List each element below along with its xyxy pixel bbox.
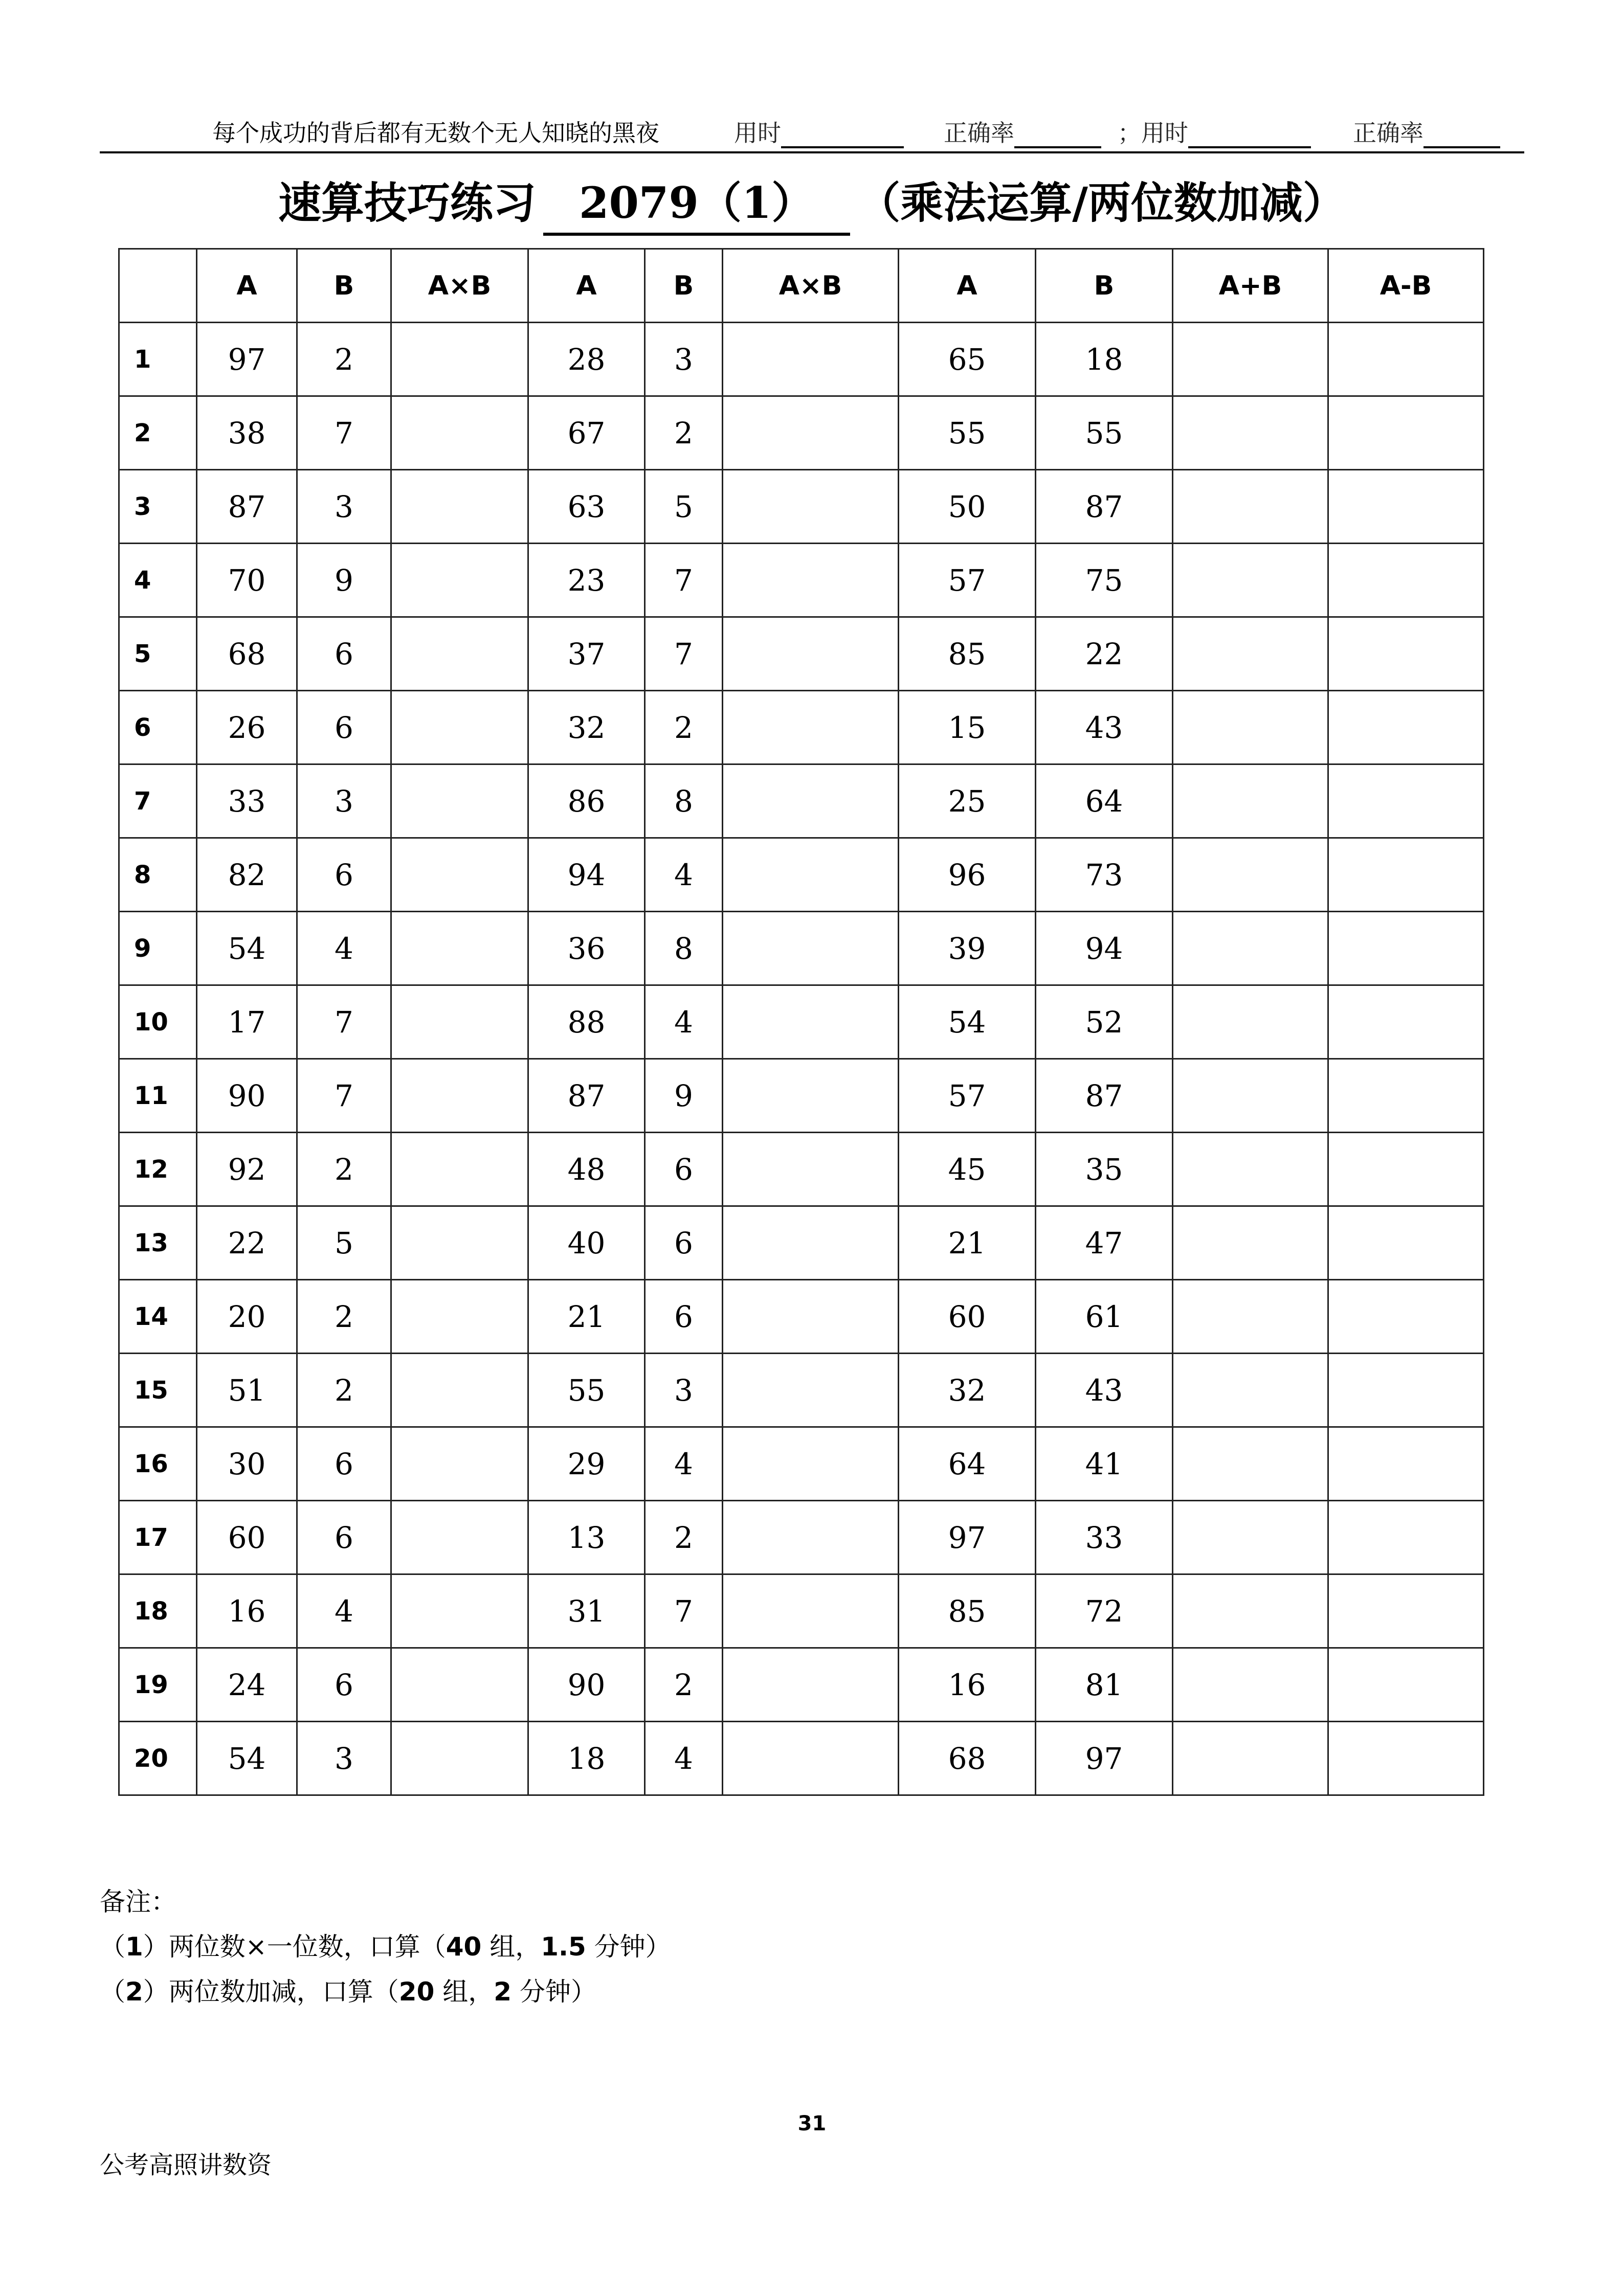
accuracy-blank-2[interactable] xyxy=(1423,124,1500,148)
answer-sum-cell[interactable] xyxy=(1173,1427,1328,1501)
value-b: 2 xyxy=(645,396,723,470)
header-cell: A×B xyxy=(723,249,899,323)
note-number: 1.5 xyxy=(541,1932,586,1962)
value-b: 47 xyxy=(1036,1206,1173,1280)
answer-product-cell[interactable] xyxy=(391,985,528,1059)
value-a: 13 xyxy=(528,1501,645,1574)
time-field-2 xyxy=(1118,115,1311,148)
table-row xyxy=(119,1133,1484,1206)
value-a: 54 xyxy=(197,1722,297,1795)
answer-sum-cell[interactable] xyxy=(1173,838,1328,912)
answer-product-cell[interactable] xyxy=(723,1574,899,1648)
value-b: 9 xyxy=(645,1059,723,1133)
header-cell xyxy=(119,249,197,323)
answer-difference-cell[interactable] xyxy=(1328,1501,1484,1574)
answer-sum-cell[interactable] xyxy=(1173,1059,1328,1133)
value-a: 96 xyxy=(899,838,1036,912)
time-label-2: 用时 xyxy=(1141,119,1188,147)
value-b: 4 xyxy=(297,1574,391,1648)
row-number: 11 xyxy=(119,1059,197,1133)
answer-product-cell[interactable] xyxy=(723,985,899,1059)
row-number: 16 xyxy=(119,1427,197,1501)
answer-product-cell[interactable] xyxy=(723,1133,899,1206)
value-a: 36 xyxy=(528,912,645,985)
answer-sum-cell[interactable] xyxy=(1173,470,1328,544)
value-b: 43 xyxy=(1036,691,1173,764)
value-b: 41 xyxy=(1036,1427,1173,1501)
answer-product-cell[interactable] xyxy=(391,1280,528,1354)
table-row xyxy=(119,764,1484,838)
note-line-1 xyxy=(100,1924,671,1969)
answer-sum-cell[interactable] xyxy=(1173,1574,1328,1648)
answer-product-cell[interactable] xyxy=(391,1722,528,1795)
value-b: 6 xyxy=(297,838,391,912)
answer-difference-cell[interactable] xyxy=(1328,764,1484,838)
value-a: 23 xyxy=(528,544,645,617)
answer-product-cell[interactable] xyxy=(723,470,899,544)
answer-product-cell[interactable] xyxy=(391,1059,528,1133)
value-b: 87 xyxy=(1036,1059,1173,1133)
value-b: 3 xyxy=(297,1722,391,1795)
answer-product-cell[interactable] xyxy=(723,691,899,764)
value-b: 7 xyxy=(645,617,723,691)
value-a: 54 xyxy=(899,985,1036,1059)
answer-sum-cell[interactable] xyxy=(1173,1354,1328,1427)
value-b: 8 xyxy=(645,912,723,985)
answer-difference-cell[interactable] xyxy=(1328,544,1484,617)
answer-sum-cell[interactable] xyxy=(1173,323,1328,396)
answer-difference-cell[interactable] xyxy=(1328,1059,1484,1133)
answer-difference-cell[interactable] xyxy=(1328,691,1484,764)
value-b: 2 xyxy=(297,1354,391,1427)
answer-sum-cell[interactable] xyxy=(1173,1501,1328,1574)
value-b: 2 xyxy=(297,1280,391,1354)
answer-difference-cell[interactable] xyxy=(1328,1206,1484,1280)
answer-sum-cell[interactable] xyxy=(1173,396,1328,470)
note-number: 1 xyxy=(125,1932,143,1962)
table-row xyxy=(119,838,1484,912)
value-a: 21 xyxy=(899,1206,1036,1280)
value-a: 90 xyxy=(528,1648,645,1722)
row-number: 7 xyxy=(119,764,197,838)
answer-product-cell[interactable] xyxy=(391,1206,528,1280)
answer-product-cell[interactable] xyxy=(723,838,899,912)
title-suffix: （乘法运算/两位数加减） xyxy=(857,178,1346,228)
answer-product-cell[interactable] xyxy=(723,1059,899,1133)
table-row xyxy=(119,1280,1484,1354)
value-b: 3 xyxy=(297,764,391,838)
value-a: 65 xyxy=(899,323,1036,396)
value-a: 64 xyxy=(899,1427,1036,1501)
notes-heading: 备注： xyxy=(100,1887,176,1917)
note-line-2 xyxy=(100,1969,671,2014)
answer-product-cell[interactable] xyxy=(391,544,528,617)
row-number: 8 xyxy=(119,838,197,912)
value-a: 33 xyxy=(197,764,297,838)
table-row xyxy=(119,1059,1484,1133)
answer-difference-cell[interactable] xyxy=(1328,838,1484,912)
row-number: 17 xyxy=(119,1501,197,1574)
answer-sum-cell[interactable] xyxy=(1173,617,1328,691)
answer-product-cell[interactable] xyxy=(723,617,899,691)
value-a: 37 xyxy=(528,617,645,691)
value-b: 2 xyxy=(297,1133,391,1206)
answer-product-cell[interactable] xyxy=(723,1722,899,1795)
row-number: 3 xyxy=(119,470,197,544)
value-b: 64 xyxy=(1036,764,1173,838)
value-b: 18 xyxy=(1036,323,1173,396)
row-number: 5 xyxy=(119,617,197,691)
table-row xyxy=(119,1354,1484,1427)
note-number: 2 xyxy=(125,1977,143,2007)
value-b: 7 xyxy=(645,544,723,617)
value-b: 4 xyxy=(645,838,723,912)
value-b: 7 xyxy=(297,985,391,1059)
table-row xyxy=(119,544,1484,617)
header-row xyxy=(119,249,1484,323)
value-a: 51 xyxy=(197,1354,297,1427)
table-row xyxy=(119,1574,1484,1648)
value-b: 9 xyxy=(297,544,391,617)
value-b: 5 xyxy=(645,470,723,544)
value-a: 94 xyxy=(528,838,645,912)
header-cell: A xyxy=(899,249,1036,323)
value-a: 21 xyxy=(528,1280,645,1354)
table-row xyxy=(119,1722,1484,1795)
value-b: 4 xyxy=(645,1722,723,1795)
value-a: 87 xyxy=(528,1059,645,1133)
answer-difference-cell[interactable] xyxy=(1328,1280,1484,1354)
page-header xyxy=(100,111,1524,153)
answer-product-cell[interactable] xyxy=(391,1648,528,1722)
answer-difference-cell[interactable] xyxy=(1328,1574,1484,1648)
row-number: 14 xyxy=(119,1280,197,1354)
value-a: 54 xyxy=(197,912,297,985)
answer-sum-cell[interactable] xyxy=(1173,1648,1328,1722)
answer-sum-cell[interactable] xyxy=(1173,1280,1328,1354)
row-number: 12 xyxy=(119,1133,197,1206)
value-a: 22 xyxy=(197,1206,297,1280)
note-text: 分钟） xyxy=(511,1977,596,2007)
value-a: 67 xyxy=(528,396,645,470)
accuracy-blank-1[interactable] xyxy=(1014,124,1101,148)
note-text: 组， xyxy=(481,1932,541,1962)
value-a: 82 xyxy=(197,838,297,912)
table-row xyxy=(119,396,1484,470)
value-b: 2 xyxy=(645,1501,723,1574)
row-number: 18 xyxy=(119,1574,197,1648)
note-text: （ xyxy=(100,1977,125,2007)
time-blank-1[interactable] xyxy=(781,124,904,148)
row-number: 20 xyxy=(119,1722,197,1795)
table-row xyxy=(119,1206,1484,1280)
value-b: 6 xyxy=(297,691,391,764)
table-row xyxy=(119,1648,1484,1722)
value-a: 26 xyxy=(197,691,297,764)
time-blank-2[interactable] xyxy=(1188,124,1311,148)
row-number: 9 xyxy=(119,912,197,985)
answer-difference-cell[interactable] xyxy=(1328,1648,1484,1722)
table-row xyxy=(119,1501,1484,1574)
header-cell: A×B xyxy=(391,249,528,323)
answer-sum-cell[interactable] xyxy=(1173,1722,1328,1795)
value-a: 16 xyxy=(899,1648,1036,1722)
value-a: 68 xyxy=(899,1722,1036,1795)
answer-product-cell[interactable] xyxy=(391,323,528,396)
value-a: 32 xyxy=(899,1354,1036,1427)
answer-difference-cell[interactable] xyxy=(1328,617,1484,691)
value-a: 48 xyxy=(528,1133,645,1206)
time-label-1: 用时 xyxy=(734,119,781,147)
value-a: 40 xyxy=(528,1206,645,1280)
value-a: 32 xyxy=(528,691,645,764)
note-text: （ xyxy=(100,1932,125,1962)
answer-product-cell[interactable] xyxy=(391,838,528,912)
value-b: 6 xyxy=(645,1133,723,1206)
value-b: 73 xyxy=(1036,838,1173,912)
value-b: 87 xyxy=(1036,470,1173,544)
answer-product-cell[interactable] xyxy=(723,323,899,396)
value-a: 39 xyxy=(899,912,1036,985)
row-number: 19 xyxy=(119,1648,197,1722)
value-b: 3 xyxy=(645,323,723,396)
answer-product-cell[interactable] xyxy=(723,1427,899,1501)
header-cell: B xyxy=(1036,249,1173,323)
answer-product-cell[interactable] xyxy=(723,1354,899,1427)
value-b: 8 xyxy=(645,764,723,838)
value-a: 31 xyxy=(528,1574,645,1648)
table-row xyxy=(119,1427,1484,1501)
value-b: 22 xyxy=(1036,617,1173,691)
table-row xyxy=(119,912,1484,985)
answer-product-cell[interactable] xyxy=(723,1501,899,1574)
value-a: 63 xyxy=(528,470,645,544)
header-cell: A xyxy=(528,249,645,323)
answer-sum-cell[interactable] xyxy=(1173,1133,1328,1206)
header-motto: 每个成功的背后都有无数个无人知晓的黑夜 xyxy=(212,119,659,147)
value-b: 55 xyxy=(1036,396,1173,470)
value-a: 60 xyxy=(197,1501,297,1574)
value-b: 4 xyxy=(645,1427,723,1501)
row-number: 10 xyxy=(119,985,197,1059)
table-row xyxy=(119,985,1484,1059)
value-b: 4 xyxy=(297,912,391,985)
answer-product-cell[interactable] xyxy=(391,617,528,691)
row-number: 4 xyxy=(119,544,197,617)
answer-product-cell[interactable] xyxy=(723,396,899,470)
answer-product-cell[interactable] xyxy=(723,1280,899,1354)
accuracy-field-2 xyxy=(1353,115,1500,148)
table-row xyxy=(119,691,1484,764)
value-b: 6 xyxy=(645,1206,723,1280)
value-b: 97 xyxy=(1036,1722,1173,1795)
title-prefix: 速算技巧练习 xyxy=(278,178,537,228)
answer-product-cell[interactable] xyxy=(391,691,528,764)
answer-product-cell[interactable] xyxy=(391,1574,528,1648)
note-number: 2 xyxy=(494,1977,512,2007)
value-a: 20 xyxy=(197,1280,297,1354)
answer-sum-cell[interactable] xyxy=(1173,985,1328,1059)
answer-difference-cell[interactable] xyxy=(1328,985,1484,1059)
value-b: 35 xyxy=(1036,1133,1173,1206)
value-a: 17 xyxy=(197,985,297,1059)
title-code: 2079（1） xyxy=(543,169,850,236)
row-number: 6 xyxy=(119,691,197,764)
header-cell: A+B xyxy=(1173,249,1328,323)
value-b: 7 xyxy=(297,396,391,470)
value-b: 6 xyxy=(297,1648,391,1722)
value-b: 81 xyxy=(1036,1648,1173,1722)
answer-product-cell[interactable] xyxy=(391,1501,528,1574)
value-b: 2 xyxy=(297,323,391,396)
answer-sum-cell[interactable] xyxy=(1173,764,1328,838)
header-cell: B xyxy=(645,249,723,323)
time-field-1 xyxy=(734,115,904,148)
row-number: 15 xyxy=(119,1354,197,1427)
separator: ； xyxy=(1118,119,1141,147)
header-cell: B xyxy=(297,249,391,323)
answer-difference-cell[interactable] xyxy=(1328,912,1484,985)
answer-difference-cell[interactable] xyxy=(1328,1722,1484,1795)
answer-product-cell[interactable] xyxy=(723,912,899,985)
value-b: 7 xyxy=(297,1059,391,1133)
value-a: 85 xyxy=(899,617,1036,691)
row-number: 1 xyxy=(119,323,197,396)
value-b: 75 xyxy=(1036,544,1173,617)
value-a: 24 xyxy=(197,1648,297,1722)
value-a: 85 xyxy=(899,1574,1036,1648)
page-title xyxy=(0,169,1624,236)
value-b: 33 xyxy=(1036,1501,1173,1574)
header-cell: A-B xyxy=(1328,249,1484,323)
value-b: 6 xyxy=(297,1427,391,1501)
notes xyxy=(100,1879,671,2014)
answer-difference-cell[interactable] xyxy=(1328,470,1484,544)
value-a: 68 xyxy=(197,617,297,691)
note-text: ）两位数加减，口算（ xyxy=(143,1977,399,2007)
value-a: 60 xyxy=(899,1280,1036,1354)
value-a: 55 xyxy=(528,1354,645,1427)
value-a: 87 xyxy=(197,470,297,544)
answer-difference-cell[interactable] xyxy=(1328,396,1484,470)
note-text: 组， xyxy=(434,1977,494,2007)
value-a: 30 xyxy=(197,1427,297,1501)
value-a: 97 xyxy=(197,323,297,396)
value-a: 55 xyxy=(899,396,1036,470)
answer-product-cell[interactable] xyxy=(391,396,528,470)
value-b: 3 xyxy=(645,1354,723,1427)
value-a: 88 xyxy=(528,985,645,1059)
note-number: 20 xyxy=(398,1977,435,2007)
value-b: 61 xyxy=(1036,1280,1173,1354)
value-a: 45 xyxy=(899,1133,1036,1206)
table-row xyxy=(119,617,1484,691)
value-a: 50 xyxy=(899,470,1036,544)
answer-product-cell[interactable] xyxy=(391,764,528,838)
answer-difference-cell[interactable] xyxy=(1328,323,1484,396)
accuracy-label-1: 正确率 xyxy=(944,119,1014,147)
value-a: 28 xyxy=(528,323,645,396)
value-b: 2 xyxy=(645,691,723,764)
value-a: 70 xyxy=(197,544,297,617)
value-a: 29 xyxy=(528,1427,645,1501)
value-a: 86 xyxy=(528,764,645,838)
practice-table xyxy=(118,248,1484,1796)
value-b: 72 xyxy=(1036,1574,1173,1648)
value-a: 90 xyxy=(197,1059,297,1133)
note-number: 40 xyxy=(446,1932,482,1962)
row-number: 13 xyxy=(119,1206,197,1280)
value-b: 6 xyxy=(297,617,391,691)
page-number: 31 xyxy=(797,2112,827,2135)
answer-product-cell[interactable] xyxy=(391,912,528,985)
value-b: 52 xyxy=(1036,985,1173,1059)
value-a: 97 xyxy=(899,1501,1036,1574)
header-cell: A xyxy=(197,249,297,323)
answer-difference-cell[interactable] xyxy=(1328,1133,1484,1206)
answer-product-cell[interactable] xyxy=(391,470,528,544)
accuracy-field-1 xyxy=(944,115,1101,148)
value-a: 92 xyxy=(197,1133,297,1206)
answer-difference-cell[interactable] xyxy=(1328,1427,1484,1501)
value-a: 16 xyxy=(197,1574,297,1648)
value-b: 4 xyxy=(645,985,723,1059)
accuracy-label-2: 正确率 xyxy=(1353,119,1423,147)
value-b: 5 xyxy=(297,1206,391,1280)
table-row xyxy=(119,323,1484,396)
table-row xyxy=(119,470,1484,544)
answer-difference-cell[interactable] xyxy=(1328,1354,1484,1427)
value-a: 25 xyxy=(899,764,1036,838)
value-a: 38 xyxy=(197,396,297,470)
answer-product-cell[interactable] xyxy=(391,1133,528,1206)
value-a: 18 xyxy=(528,1722,645,1795)
value-b: 6 xyxy=(645,1280,723,1354)
table-body xyxy=(119,323,1484,1795)
value-b: 6 xyxy=(297,1501,391,1574)
answer-product-cell[interactable] xyxy=(723,544,899,617)
answer-sum-cell[interactable] xyxy=(1173,912,1328,985)
value-b: 3 xyxy=(297,470,391,544)
value-b: 43 xyxy=(1036,1354,1173,1427)
value-b: 2 xyxy=(645,1648,723,1722)
answer-sum-cell[interactable] xyxy=(1173,1206,1328,1280)
answer-product-cell[interactable] xyxy=(391,1354,528,1427)
value-a: 57 xyxy=(899,1059,1036,1133)
note-text: 分钟） xyxy=(586,1932,671,1962)
answer-product-cell[interactable] xyxy=(391,1427,528,1501)
footer-text: 公考高照讲数资 xyxy=(100,2151,272,2179)
value-a: 15 xyxy=(899,691,1036,764)
value-a: 57 xyxy=(899,544,1036,617)
answer-product-cell[interactable] xyxy=(723,764,899,838)
value-b: 94 xyxy=(1036,912,1173,985)
note-text: ）两位数×一位数，口算（ xyxy=(143,1932,446,1962)
answer-product-cell[interactable] xyxy=(723,1206,899,1280)
answer-sum-cell[interactable] xyxy=(1173,691,1328,764)
value-b: 7 xyxy=(645,1574,723,1648)
answer-product-cell[interactable] xyxy=(723,1648,899,1722)
row-number: 2 xyxy=(119,396,197,470)
answer-sum-cell[interactable] xyxy=(1173,544,1328,617)
